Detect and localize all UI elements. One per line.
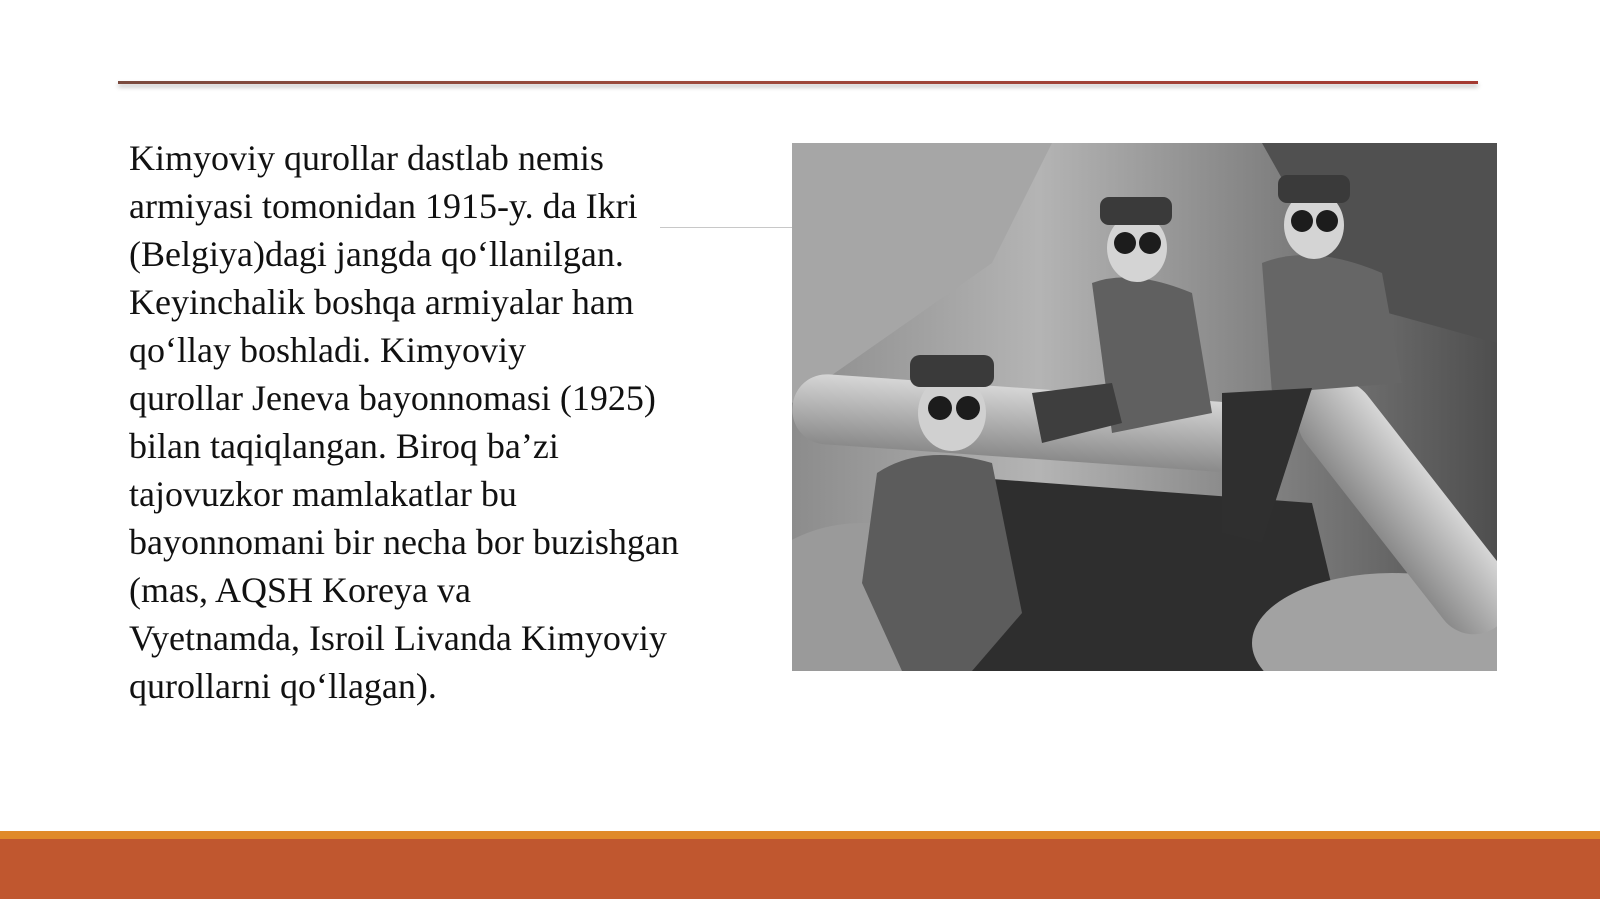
text-line: Vyetnamda, Isroil Livanda Kimyoviy: [129, 618, 667, 658]
text-line: Keyinchalik boshqa armiyalar ham: [129, 282, 634, 322]
text-line: qurollar Jeneva bayonnomasi (1925): [129, 378, 656, 418]
text-line: armiyasi tomonidan 1915-y. da Ikri: [129, 186, 638, 226]
text-line: qurollarni qo‘llagan).: [129, 666, 437, 706]
footer-band: [0, 839, 1600, 899]
footer-accent-stripe: [0, 831, 1600, 839]
header-divider: [118, 81, 1478, 84]
text-line: (Belgiya)dagi jangda qo‘llanilgan.: [129, 234, 624, 274]
text-line: (mas, AQSH Koreya va: [129, 570, 471, 610]
text-line: bayonnomani bir necha bor buzishgan: [129, 522, 679, 562]
text-line: Kimyoviy qurollar dastlab nemis: [129, 138, 604, 178]
soldiers-photo: [792, 143, 1497, 671]
text-line: qo‘llay boshladi. Kimyoviy: [129, 330, 526, 370]
body-paragraph: [129, 134, 779, 710]
text-line: tajovuzkor mamlakatlar bu: [129, 474, 517, 514]
text-line: bilan taqiqlangan. Biroq ba’zi: [129, 426, 559, 466]
